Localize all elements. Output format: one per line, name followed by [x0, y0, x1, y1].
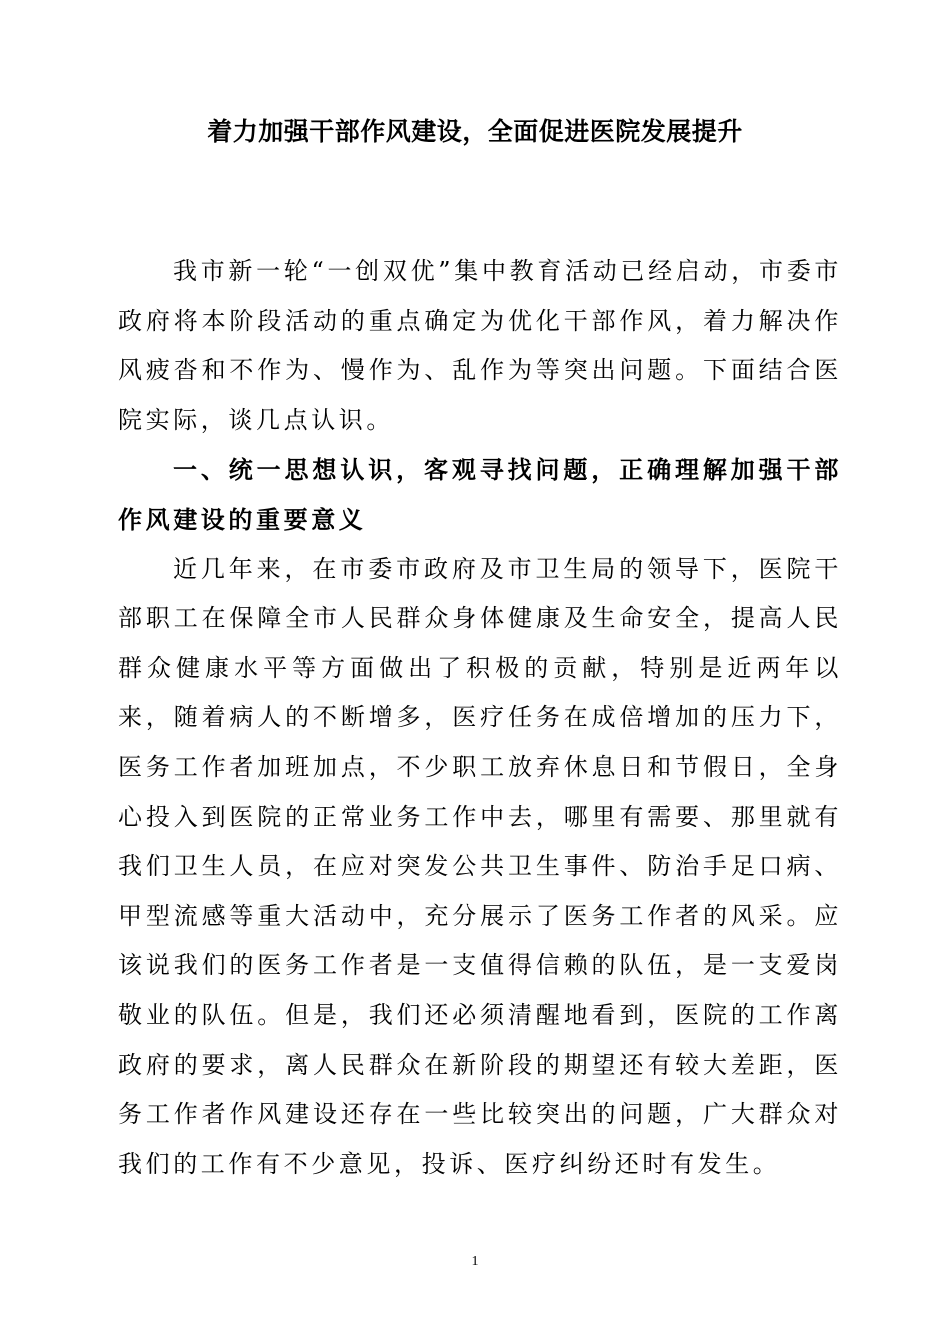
document-body: [118, 247, 842, 1189]
body-paragraph: 近几年来，在市委市政府及市卫生局的领导下，医院干部职工在保障全市人民群众身体健康及生命安全，提高人民群众健康水平等方面做出了积极的贡献，特别是近两年以来，随着病人的不断增多，医疗任务在成倍增加的压力下，医务工作者加班加点，不少职工放弃休息日和节假日，全身心投入到医院的正常业务工作中去，哪里有需要、那里就有我们卫生人员，在应对突发公共卫生事件、防治手足口病、甲型流感等重大活动中，充分展示了医务工作者的风采。应该说我们的医务工作者是一支值得信赖的队伍，是一支爱岗敬业的队伍。但是，我们还必须清醒地看到，医院的工作离政府的要求，离人民群众在新阶段的期望还有较大差距，医务工作者作风建设还存在一些比较突出的问题，广大群众对我们的工作有不少意见，投诉、医疗纠纷还时有发生。: [118, 554, 842, 1178]
intro-paragraph: 我市新一轮“一创双优”集中教育活动已经启动，市委市政府将本阶段活动的重点确定为优化干部作风，着力解决作风疲沓和不作为、慢作为、乱作为等突出问题。下面结合医院实际，谈几点认识。: [118, 257, 842, 434]
page-number: 1: [471, 1254, 479, 1269]
section-heading: 一、统一思想认识，客观寻找问题，正确理解加强干部作风建设的重要意义: [118, 455, 842, 534]
document-title: 着力加强干部作风建设，全面促进医院发展提升: [207, 117, 743, 146]
